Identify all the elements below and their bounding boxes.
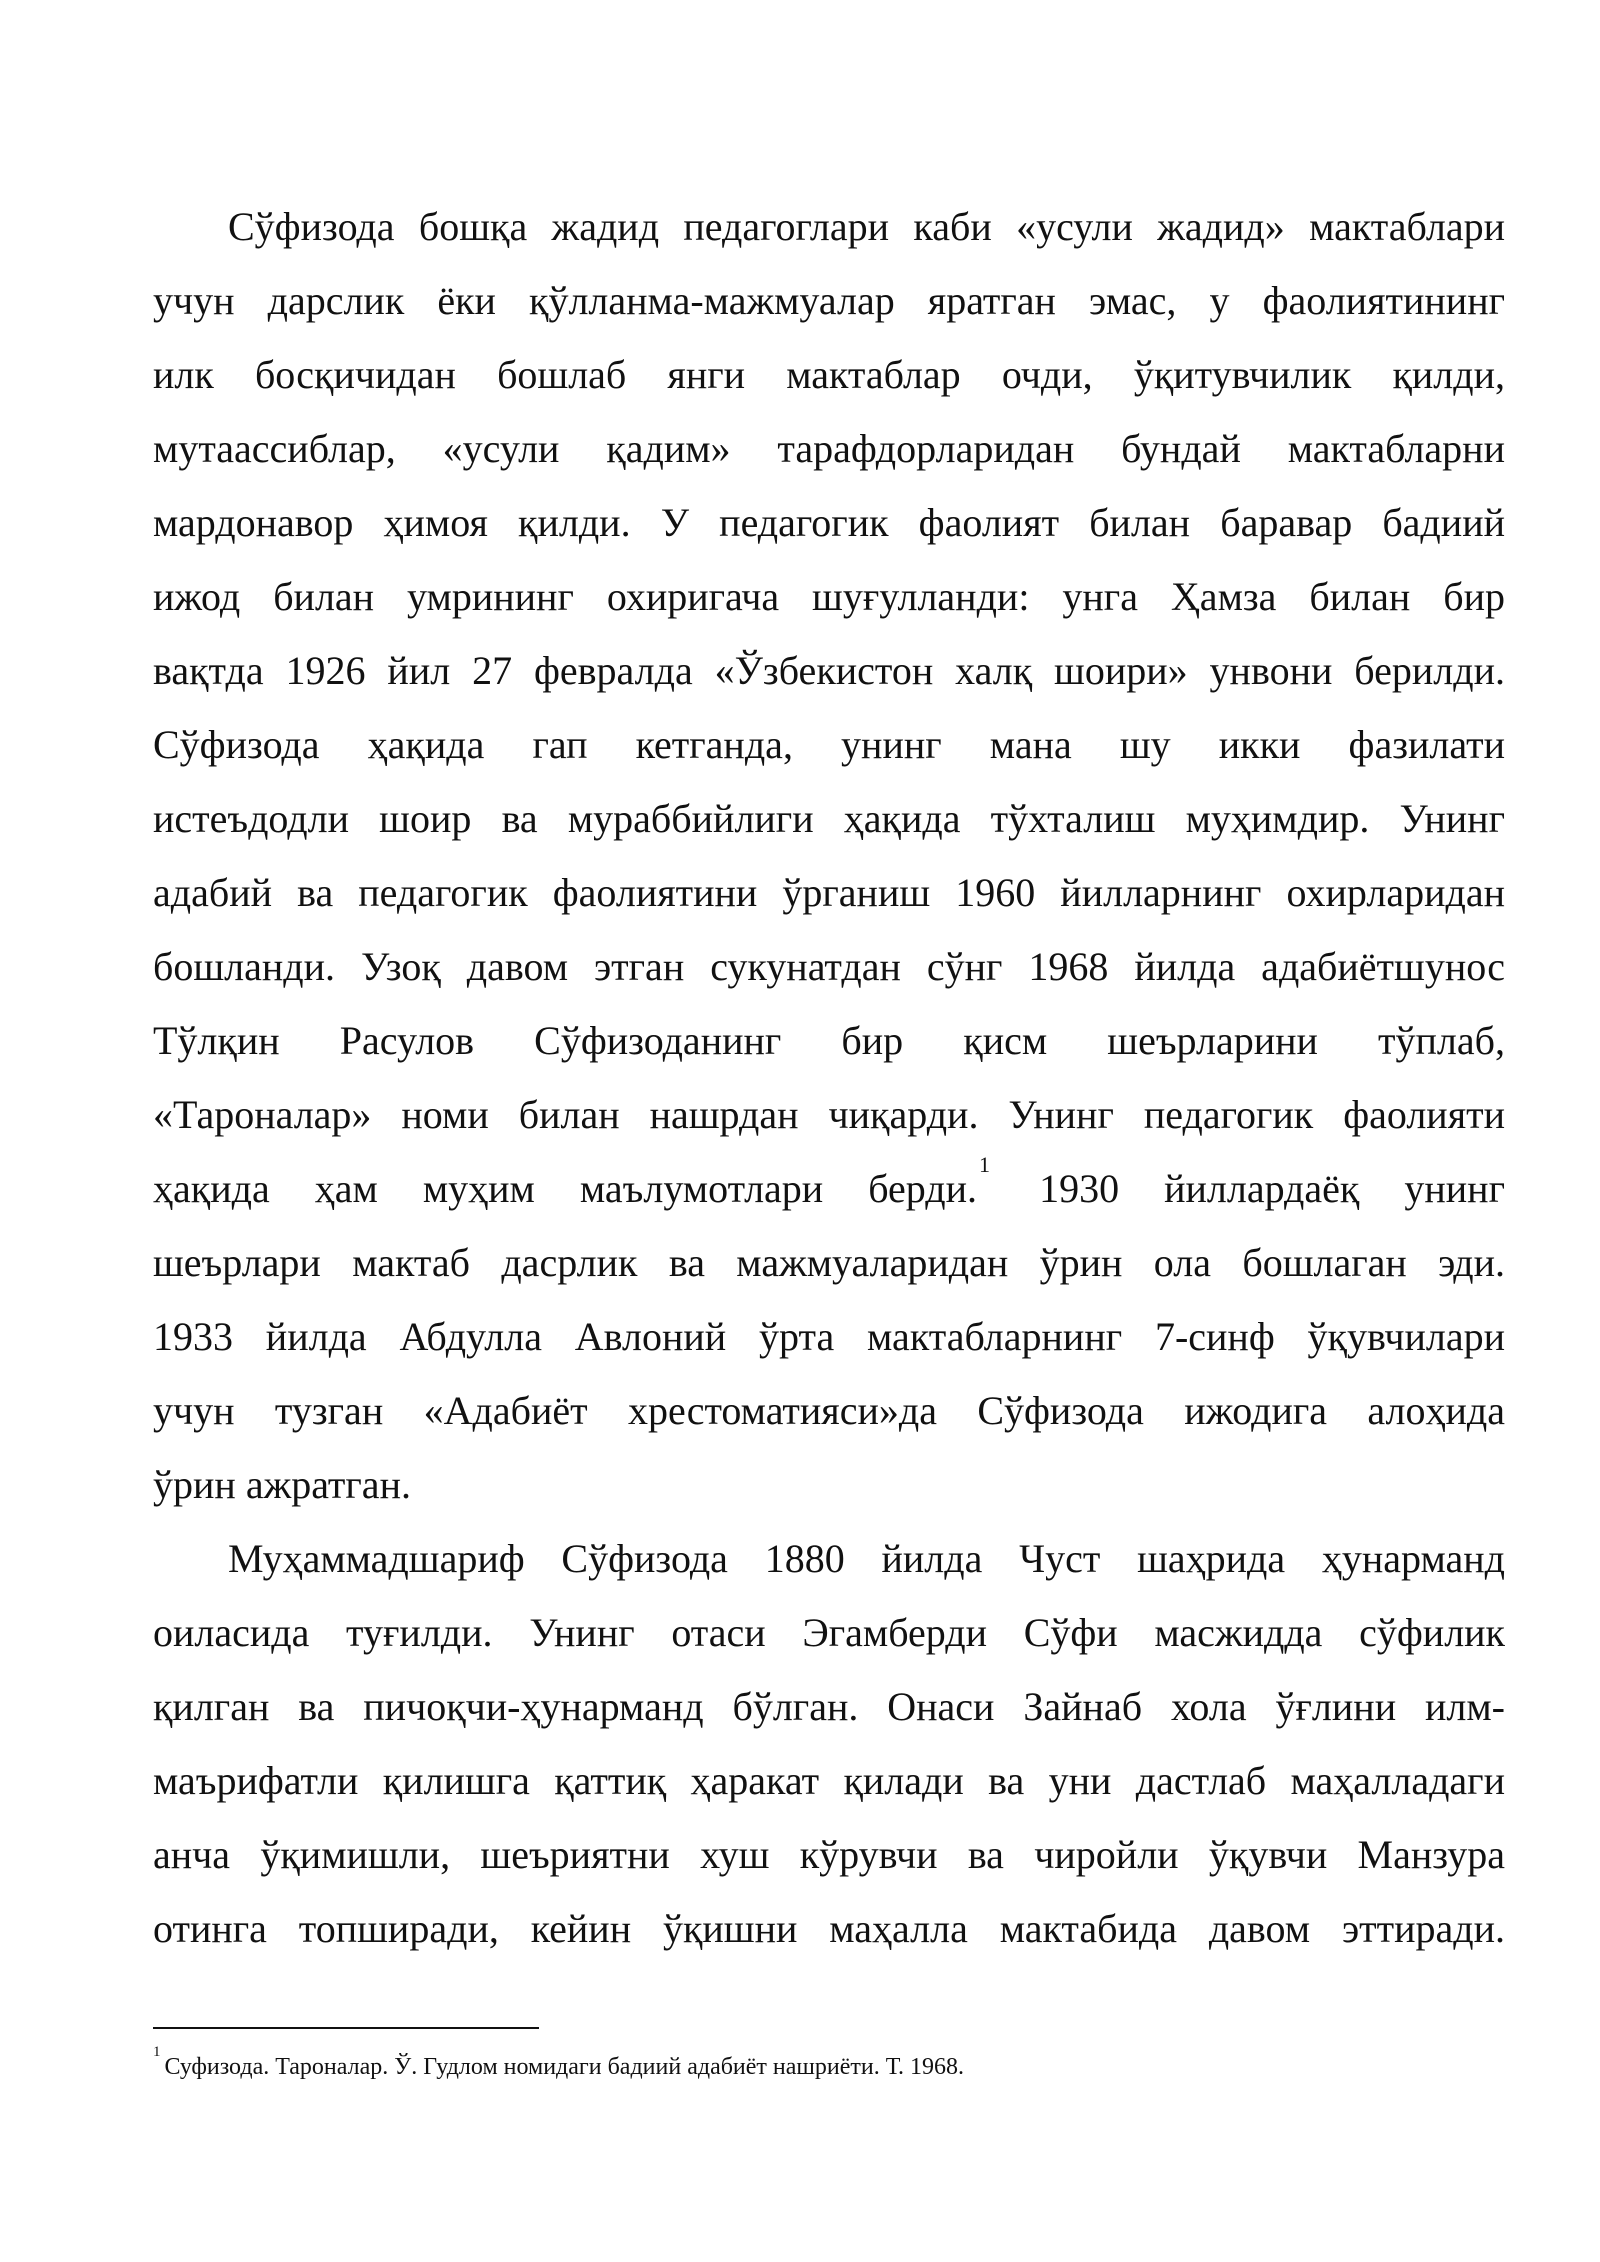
body-line: отинга топширади, кейин ўқишни маҳалла мактабида давом эттиради. xyxy=(153,1906,1505,1951)
body-line: Сўфизода бошқа жадид педагоглари каби «усули жадид» мактаблари xyxy=(228,204,1505,249)
body-line: истеъдодли шоир ва мураббийлиги ҳақида тўхталиш муҳимдир. Унинг xyxy=(153,796,1505,841)
footnote xyxy=(153,2046,964,2082)
body-line-with-footnote-ref xyxy=(153,1152,1505,1226)
document-body xyxy=(153,190,1505,1966)
body-line: анча ўқимишли, шеъриятни хуш кўрувчи ва чиройли ўқувчи Манзура xyxy=(153,1832,1505,1877)
body-line: учун дарслик ёки қўлланма-мажмуалар яратган эмас, у фаолиятининг xyxy=(153,278,1505,323)
footnote-separator xyxy=(153,2027,539,2029)
body-line: «Тароналар» номи билан нашрдан чиқарди. Унинг педагогик фаолияти xyxy=(153,1092,1505,1137)
body-line-text: ҳақида ҳам муҳим маълумотлари берди. xyxy=(153,1166,978,1211)
body-line: ижод билан умрининг охиригача шуғулланди: унга Ҳамза билан бир xyxy=(153,574,1505,619)
body-line: вақтда 1926 йил 27 февралда «Ўзбекистон халқ шоири» унвони берилди. xyxy=(153,648,1505,693)
body-line-text: 1930 йиллардаёқ унинг xyxy=(1039,1166,1505,1211)
body-line: оиласида туғилди. Унинг отаси Эгамберди Сўфи масжидда сўфилик xyxy=(153,1610,1505,1655)
body-line: илк босқичидан бошлаб янги мактаблар очди, ўқитувчилик қилди, xyxy=(153,352,1505,397)
body-line: мардонавор ҳимоя қилди. У педагогик фаолият билан баравар бадиий xyxy=(153,500,1505,545)
body-line: қилган ва пичоқчи-ҳунарманд бўлган. Онаси Зайнаб хола ўғлини илм- xyxy=(153,1684,1505,1729)
body-line: адабий ва педагогик фаолиятини ўрганиш 1960 йилларнинг охирларидан xyxy=(153,870,1505,915)
body-line: учун тузган «Адабиёт хрестоматияси»да Сўфизода ижодига алоҳида xyxy=(153,1388,1505,1433)
footnote-mark: 1 xyxy=(153,2044,161,2060)
footnote-text: Суфизода. Тароналар. Ў. Гудлом номидаги бадиий адабиёт нашриёти. Т. 1968. xyxy=(164,2054,964,2080)
body-line: Муҳаммадшариф Сўфизода 1880 йилда Чуст шаҳрида ҳунарманд xyxy=(228,1536,1505,1581)
body-line: шеърлари мактаб дасрлик ва мажмуаларидан ўрин ола бошлаган эди. xyxy=(153,1240,1505,1285)
footnote-reference[interactable]: 1 xyxy=(979,1152,991,1177)
body-line: ўрин ажратган. xyxy=(153,1462,411,1507)
body-line: Тўлқин Расулов Сўфизоданинг бир қисм шеърларини тўплаб, xyxy=(153,1018,1505,1063)
body-line: маърифатли қилишга қаттиқ ҳаракат қилади ва уни дастлаб маҳалладаги xyxy=(153,1758,1505,1803)
body-line: бошланди. Узоқ давом этган сукунатдан сўнг 1968 йилда адабиётшунос xyxy=(153,944,1505,989)
body-line: мутаассиблар, «усули қадим» тарафдорларидан бундай мактабларни xyxy=(153,426,1505,471)
body-line: Сўфизода ҳақида гап кетганда, унинг мана шу икки фазилати xyxy=(153,722,1505,767)
body-line: 1933 йилда Абдулла Авлоний ўрта мактабларнинг 7-синф ўқувчилари xyxy=(153,1314,1505,1359)
